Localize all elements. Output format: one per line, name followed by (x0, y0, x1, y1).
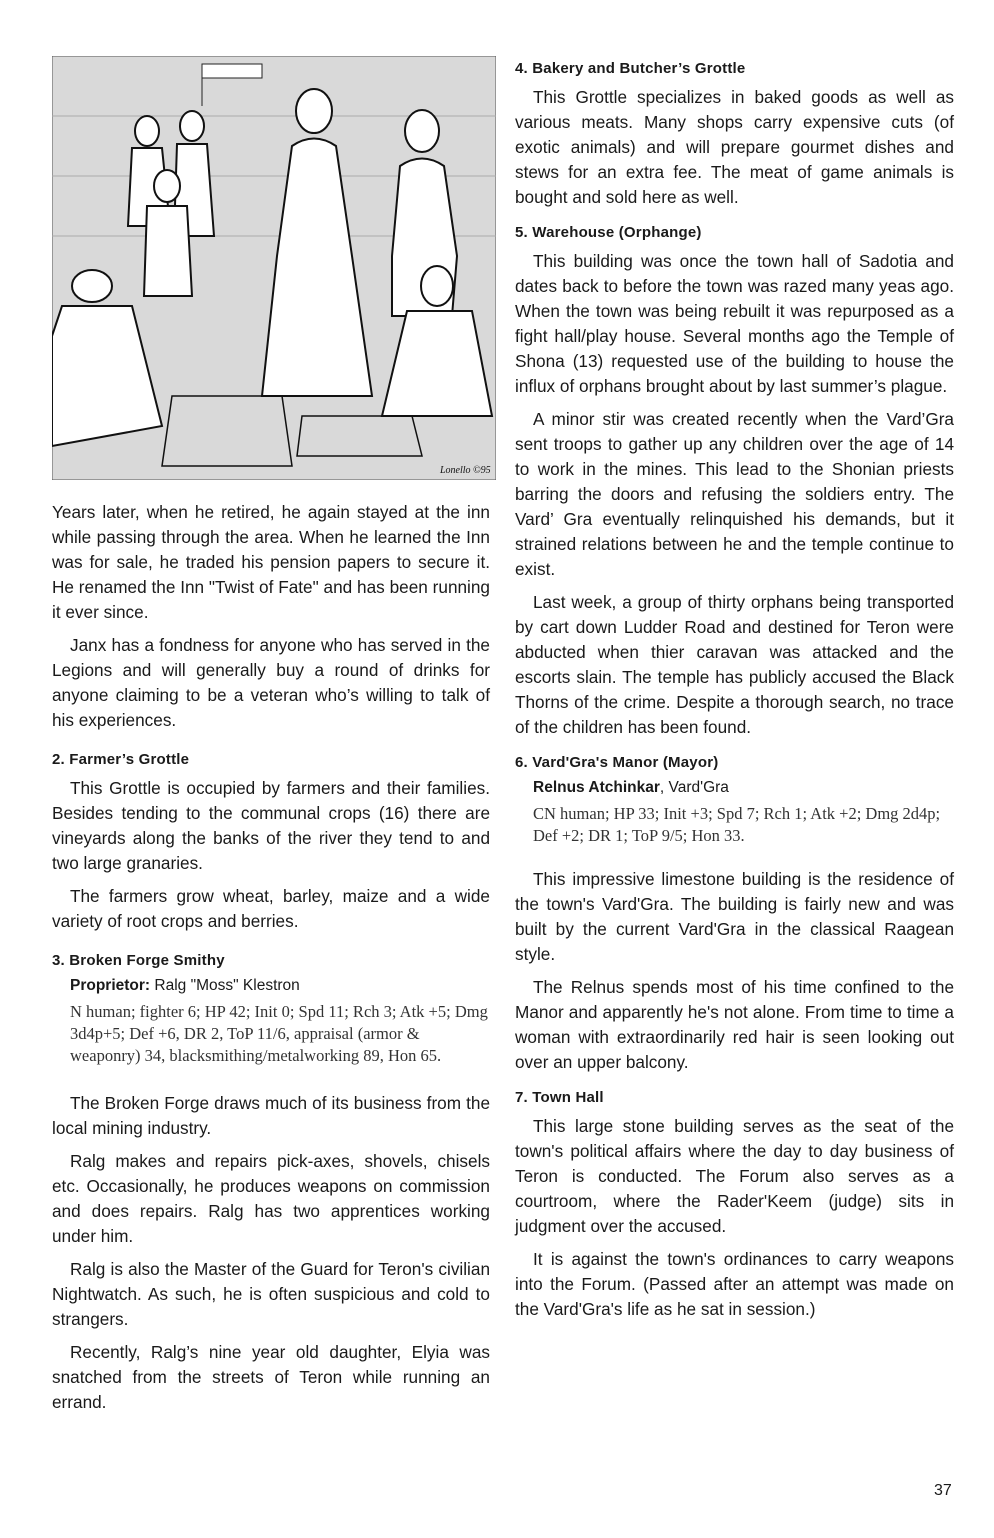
artist-signature: Lonello ©95 (440, 465, 491, 476)
paragraph: This Grottle specializes in baked goods as well as various meats. Many shops carry expensive cuts (of exotic animals) and will prepare gourmet dishes and stews for an extra fee. The meat of game animals is bought and sold here as well. (515, 87, 954, 207)
paragraph: Ralg makes and repairs pick-axes, shovels, chisels etc. Occasionally, he produces weapons on commission and does repairs. Ralg has two apprentices working under him. (52, 1151, 490, 1246)
paragraph: The Relnus spends most of his time confined to the Manor and apparently he's not alone. From time to time a woman with extraordinarily red hair is seen looking out over an upper balcony. (515, 977, 954, 1072)
paragraph: Last week, a group of thirty orphans being transported by cart down Ludder Road and destined for Teron were abducted when thier caravan was attacked and the escorts slain. The temple has publicly accused the Black Thorns of the crime. Despite a thorough search, no trace of the children has been found. (515, 592, 954, 737)
stat-block: N human; fighter 6; HP 42; Init 0; Spd 11; Rch 3; Atk +5; Dmg 3d4p+5; Def +6, DR 2, ToP 11/6, appraisal (armor & weaponry) 34, blacksmithing/metalworking 89, Hon 65. (70, 1002, 488, 1065)
paragraph: This large stone building serves as the seat of the town's political affairs where the day to day business of Teron is conducted. The Forum also serves as a courtroom, where the Rader'Keem (judge) sits in judgment over the accused. (515, 1116, 954, 1236)
npc-title: , Vard'Gra (659, 779, 729, 796)
paragraph: This building was once the town hall of Sadotia and dates back to before the town was razed many yeas ago. When the town was being rebuilt it was repurposed as a fight hall/play house. Several months ago the Temple of Shona (13) requested use of the building to house the influx of orphans brought about by last summer’s plague. (515, 251, 954, 396)
left-column (52, 500, 490, 1423)
paragraph: The Broken Forge draws much of its business from the local mining industry. (52, 1093, 490, 1138)
proprietor-name: Ralg "Moss" Klestron (154, 977, 300, 994)
proprietor-line (70, 977, 490, 995)
npc-name: Relnus Atchinkar (533, 779, 660, 796)
paragraph: The farmers grow wheat, barley, maize and a wide variety of root crops and berries. (52, 886, 490, 931)
paragraph: Janx has a fondness for anyone who has served in the Legions and will generally buy a round of drinks for anyone claiming to be a veteran who’s willing to talk of his experiences. (52, 635, 490, 730)
market-scene-illustration (52, 56, 496, 480)
paragraph: It is against the town's ordinances to carry weapons into the Forum. (Passed after an attempt was made on the Vard'Gra's life as he sat in session.) (515, 1249, 954, 1319)
stat-block: CN human; HP 33; Init +3; Spd 7; Rch 1; Atk +2; Dmg 2d4p; Def +2; DR 1; ToP 9/5; Hon 33. (533, 804, 941, 845)
section-heading: 7. Town Hall (515, 1089, 604, 1106)
paragraph: A minor stir was created recently when the Vard’Gra sent troops to gather up any children over the age of 14 to work in the mines. This lead to the Shonian priests barring the doors and refusing the soldiers entry. The Vard’ Gra eventually relinquished his demands, but it strained relations between he and the temple continue to exist. (515, 409, 954, 579)
paragraph: Ralg is also the Master of the Guard for Teron's civilian Nightwatch. As such, he is often suspicious and cold to strangers. (52, 1259, 490, 1329)
page-number: 37 (934, 1482, 952, 1499)
section-heading: 3. Broken Forge Smithy (52, 952, 225, 969)
section-heading: 5. Warehouse (Orphange) (515, 224, 702, 241)
section-heading: 4. Bakery and Butcher’s Grottle (515, 60, 746, 77)
section-heading: 2. Farmer’s Grottle (52, 751, 190, 768)
paragraph: This impressive limestone building is the residence of the town's Vard'Gra. The building is fairly new and was built by the current Vard'Gra in the classical Raagean style. (515, 869, 954, 964)
paragraph: Recently, Ralg’s nine year old daughter, Elyia was snatched from the streets of Teron while running an errand. (52, 1342, 490, 1412)
paragraph: Years later, when he retired, he again stayed at the inn while passing through the area. When he learned the Inn was for sale, he traded his pension papers to secure it. He renamed the Inn "Twist of Fate" and has been running it ever since. (52, 502, 490, 622)
right-column (515, 60, 954, 1330)
npc-line (533, 779, 954, 797)
section-heading: 6. Vard'Gra's Manor (Mayor) (515, 754, 719, 771)
paragraph: This Grottle is occupied by farmers and their families. Besides tending to the communal crops (16) there are vineyards along the banks of the river they tend to and two large granaries. (52, 778, 490, 873)
proprietor-label: Proprietor: (70, 977, 151, 994)
